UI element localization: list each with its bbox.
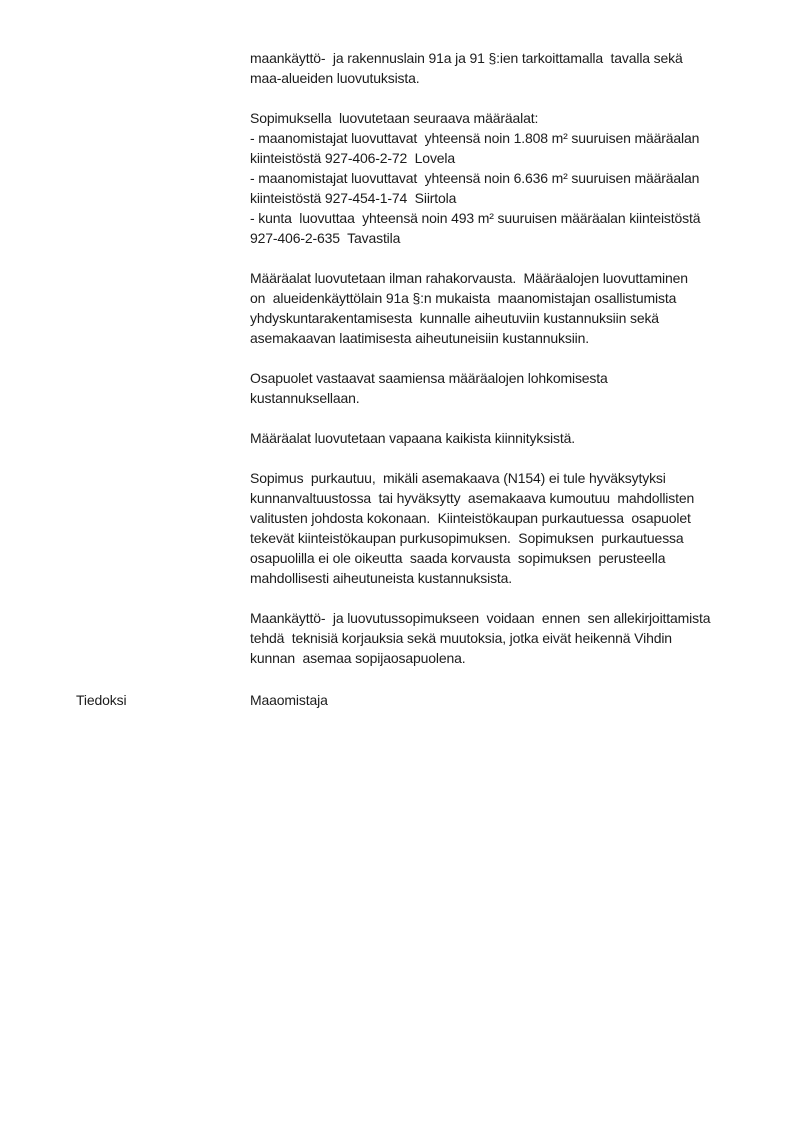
text-line: tehdä teknisiä korjauksia sekä muutoksia, jotka eivät heikennä Vihdin bbox=[250, 630, 672, 646]
text-line: kunnan asemaa sopijaosapuolena. bbox=[250, 650, 466, 666]
text-line: - kunta luovuttaa yhteensä noin 493 m² suuruisen määräalan kiinteistöstä bbox=[250, 210, 701, 226]
text-line: mahdollisesti aiheutuneista kustannuksista. bbox=[250, 570, 513, 586]
text-line: Osapuolet vastaavat saamiensa määräalojen lohkomisesta bbox=[250, 370, 608, 386]
paragraph bbox=[250, 428, 770, 448]
text-line: tekevät kiinteistökaupan purkusopimuksen. Sopimuksen purkautuessa bbox=[250, 530, 684, 546]
text-line: kustannuksellaan. bbox=[250, 390, 360, 406]
paragraph bbox=[250, 48, 770, 88]
text-line: yhdyskuntarakentamisesta kunnalle aiheutuviin kustannuksiin sekä bbox=[250, 310, 659, 326]
paragraph bbox=[250, 268, 770, 348]
text-line: Maankäyttö- ja luovutussopimukseen voidaan ennen sen allekirjoittamista bbox=[250, 610, 711, 626]
paragraph bbox=[250, 468, 770, 588]
text-line: maankäyttö- ja rakennuslain 91a ja 91 §:ien tarkoittamalla tavalla sekä bbox=[250, 50, 683, 66]
text-line: on alueidenkäyttölain 91a §:n mukaista maanomistajan osallistumista bbox=[250, 290, 677, 306]
paragraph bbox=[250, 368, 770, 408]
text-line: kiinteistöstä 927-454-1-74 Siirtola bbox=[250, 190, 457, 206]
text-line: kunnanvaltuustossa tai hyväksytty asemakaava kumoutuu mahdollisten bbox=[250, 490, 695, 506]
text-line: valitusten johdosta kokonaan. Kiinteistökaupan purkautuessa osapuolet bbox=[250, 510, 691, 526]
paragraph bbox=[250, 608, 770, 668]
text-line: Määräalat luovutetaan vapaana kaikista kiinnityksistä. bbox=[250, 430, 575, 446]
document-body-text bbox=[250, 48, 770, 688]
text-line: 927-406-2-635 Tavastila bbox=[250, 230, 401, 246]
distribution-label: Tiedoksi bbox=[76, 692, 127, 708]
text-line: Sopimus purkautuu, mikäli asemakaava (N154) ei tule hyväksytyksi bbox=[250, 470, 666, 486]
distribution-value: Maaomistaja bbox=[250, 692, 328, 708]
text-line: - maanomistajat luovuttavat yhteensä noin 6.636 m² suuruisen määräalan bbox=[250, 170, 700, 186]
text-line: osapuolilla ei ole oikeutta saada korvausta sopimuksen perusteella bbox=[250, 550, 666, 566]
text-line: Sopimuksella luovutetaan seuraava määräalat: bbox=[250, 110, 539, 126]
text-line: maa-alueiden luovutuksista. bbox=[250, 70, 420, 86]
text-line: kiinteistöstä 927-406-2-72 Lovela bbox=[250, 150, 456, 166]
paragraph bbox=[250, 108, 770, 248]
text-line: asemakaavan laatimisesta aiheutuneisiin kustannuksiin. bbox=[250, 330, 589, 346]
text-line: Määräalat luovutetaan ilman rahakorvausta. Määräalojen luovuttaminen bbox=[250, 270, 688, 286]
text-line: - maanomistajat luovuttavat yhteensä noin 1.808 m² suuruisen määräalan bbox=[250, 130, 700, 146]
